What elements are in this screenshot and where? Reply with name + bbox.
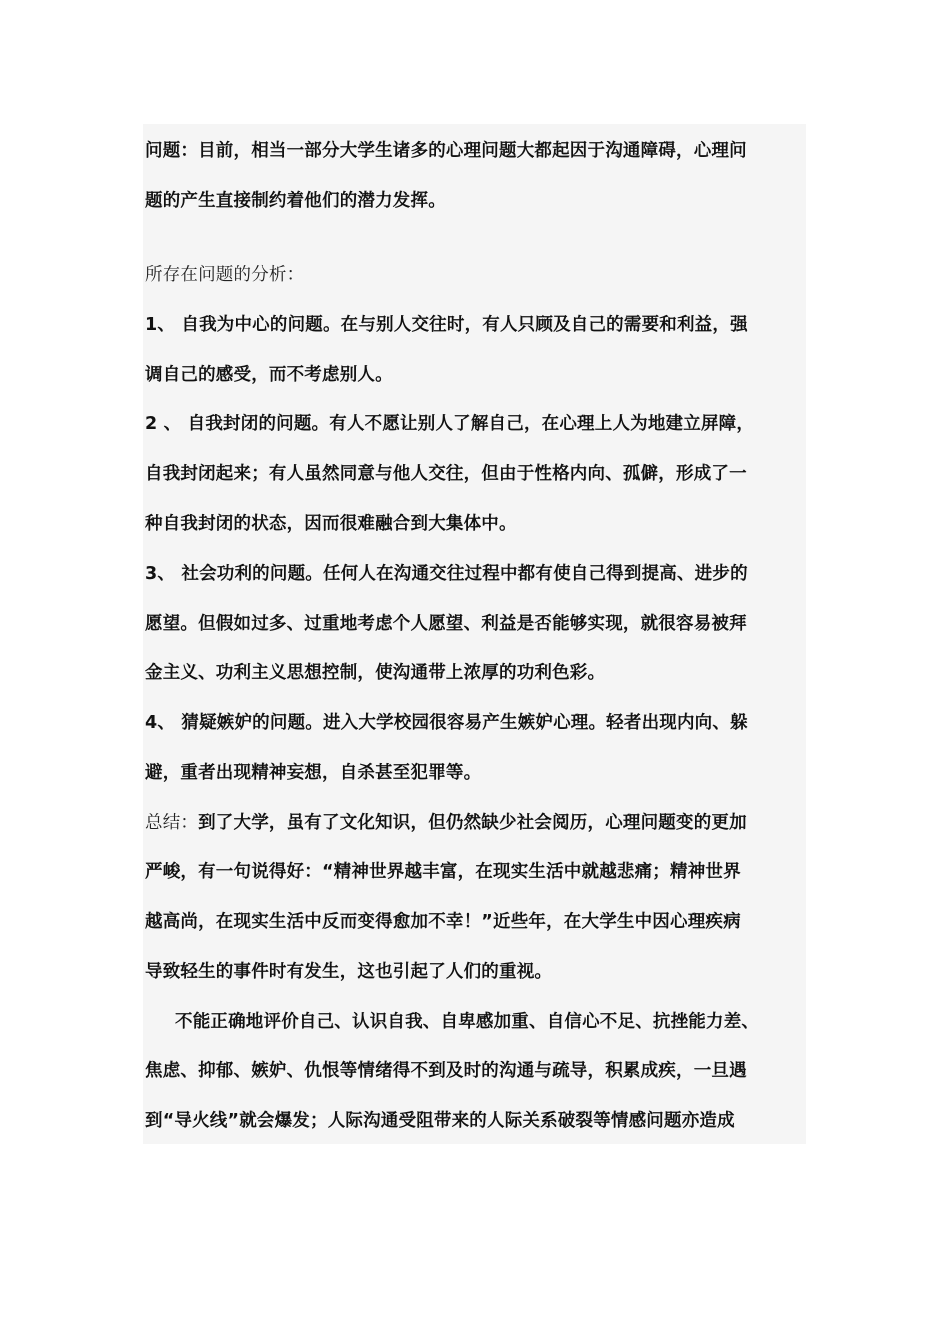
summary-label: 总结：: [145, 813, 199, 833]
analysis-heading: 所存在问题的分析：: [145, 265, 305, 285]
summary-line-3: 越高尚，在现实生活中反而变得愈加不幸！”近些年，在大学生中因心理疾病: [145, 912, 741, 932]
para2-line-2: 焦虑、抑郁、嫉妒、仇恨等情绪得不到及时的沟通与疏导，积累成疾，一旦遇: [145, 1061, 747, 1081]
item-1-line-1: 1、 自我为中心的问题。在与别人交往时，有人只顾及自己的需要和利益，强: [145, 315, 748, 335]
summary-line-2: 严峻，有一句说得好：“精神世界越丰富，在现实生活中就越悲痛；精神世界: [145, 862, 741, 882]
summary-line-1: [145, 811, 805, 835]
item-3-line-2: 愿望。但假如过多、过重地考虑个人愿望、利益是否能够实现，就很容易被拜: [145, 614, 747, 634]
item-3-line-1: 3、 社会功利的问题。任何人在沟通交往过程中都有使自己得到提高、进步的: [145, 564, 748, 584]
summary-line-1-text: 到了大学，虽有了文化知识，但仍然缺少社会阅历，心理问题变的更加: [198, 813, 747, 833]
summary-line-4: 导致轻生的事件时有发生，这也引起了人们的重视。: [145, 962, 553, 982]
item-2-line-2: 自我封闭起来；有人虽然同意与他人交往，但由于性格内向、孤僻，形成了一: [145, 464, 747, 484]
item-4-line-1: 4、 猜疑嫉妒的问题。进入大学校园很容易产生嫉妒心理。轻者出现内向、躲: [145, 713, 748, 733]
para2-line-3: 到“导火线”就会爆发；人际沟通受阻带来的人际关系破裂等情感问题亦造成: [145, 1111, 735, 1131]
item-2-line-3: 种自我封闭的状态，因而很难融合到大集体中。: [145, 514, 517, 534]
intro-line-1: 问题：目前，相当一部分大学生诸多的心理问题大都起因于沟通障碍，心理问: [145, 141, 747, 161]
item-4-line-2: 避，重者出现精神妄想，自杀甚至犯罪等。: [145, 763, 482, 783]
item-2-line-1: 2 、 自我封闭的问题。有人不愿让别人了解自己，在心理上人为地建立屏障，: [145, 414, 755, 434]
item-1-line-2: 调自己的感受，而不考虑别人。: [145, 365, 393, 385]
item-3-line-3: 金主义、功利主义思想控制，使沟通带上浓厚的功利色彩。: [145, 663, 606, 683]
para2-line-1: 不能正确地评价自己、认识自我、自卑感加重、自信心不足、抗挫能力差、: [175, 1012, 760, 1032]
intro-line-2: 题的产生直接制约着他们的潜力发挥。: [145, 191, 446, 211]
